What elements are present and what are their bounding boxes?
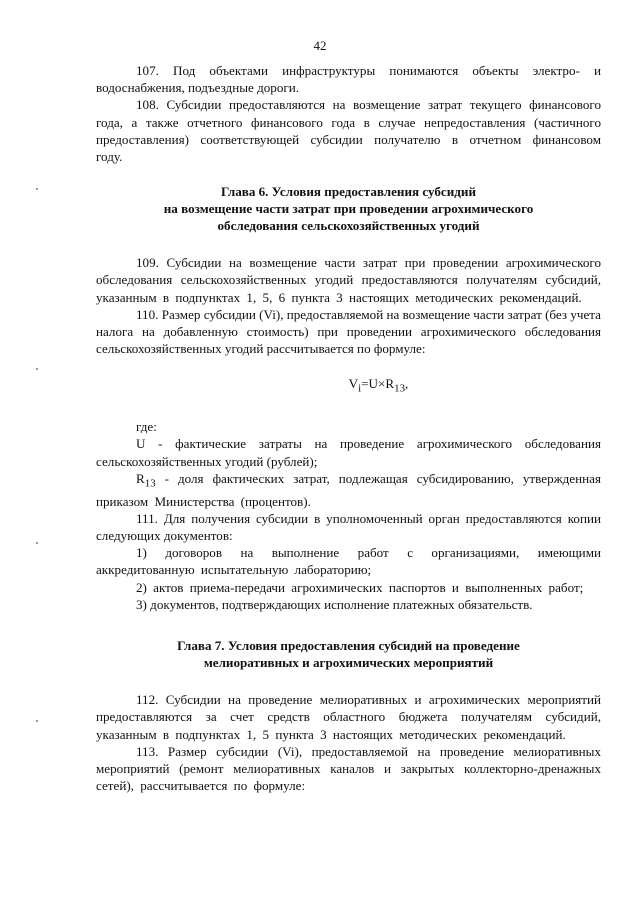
paragraph-112: 112. Субсидии на проведение мелиоративных и агрохимических мероприятий предоставляются за счет средств областного бюджета получателям субсидий, указанным в подпунктах 1, 5 пункта 3 настоящих методических рекомендаций. (96, 692, 601, 742)
chapter-7-title-line: мелиоративных и агрохимических мероприятий (203, 655, 494, 671)
margin-mark (36, 368, 38, 370)
formula-symbol: V (348, 376, 359, 392)
document-body (96, 62, 601, 794)
formula-punctuation: , (405, 376, 409, 392)
definition-symbol: R (136, 470, 145, 486)
chapter-7-heading (96, 637, 601, 671)
list-item: 3) документов, подтверждающих исполнение платежных обязательств. (136, 596, 533, 612)
definition-u: U - фактические затраты на проведение агрохимического обследования сельскохозяйственных угодий (рублей); (96, 436, 601, 469)
chapter-6-title-line: Глава 6. Условия предоставления субсидий (221, 184, 476, 200)
margin-mark (36, 720, 38, 722)
chapter-6-title-line: обследования сельскохозяйственных угодий (217, 218, 480, 234)
paragraph-111: 111. Для получения субсидии в уполномоченный орган предоставляются копии следующих документов: (96, 510, 601, 544)
definition-subscript: 13 (144, 477, 156, 490)
paragraph-113: 113. Размер субсидии (Vi), предоставляемой на проведение мелиоративных мероприятий (ремонт мелиоративных каналов и закрытых коллекторно-дренажных сетей), рассчитывается по формуле: (96, 743, 601, 794)
list-item: 2) актов приема-передачи агрохимических паспортов и выполненных работ; (136, 579, 584, 595)
margin-mark (36, 542, 38, 544)
margin-mark (36, 188, 38, 190)
page-number: 42 (313, 38, 327, 53)
where-label: где: (136, 419, 157, 435)
chapter-6-heading (96, 183, 601, 234)
definition-text: - доля фактических затрат, подлежащая субсидированию, утвержденная приказом Министерства (процентов). (96, 470, 601, 509)
chapter-7-title-line: Глава 7. Условия предоставления субсидий на проведение (177, 638, 520, 654)
formula-subscript: i (358, 383, 362, 396)
paragraph-109: 109. Субсидии на возмещение части затрат при проведении агрохимического обследования сельскохозяйственных угодий предоставляются получателям субсидий, указанным в подпунктах 1, 5, 6 пункта 3 настоящих методических рекомендаций. (96, 255, 601, 305)
chapter-6-title-line: на возмещение части затрат при проведении агрохимического (163, 201, 534, 217)
formula-vi (96, 375, 601, 398)
paragraph-110: 110. Размер субсидии (Vi), предоставляемой на возмещение части затрат (без учета налога на добавленную стоимость) при проведении агрохимического обследования сельскохозяйственных угодий рассчитывается по формуле: (96, 306, 601, 357)
paragraph-108: 108. Субсидии предоставляются на возмещение затрат текущего финансового года, а также отчетного финансового года в случае непредоставления (частичного предоставления) соответствующей субсидии получателю в отчетном финансовом году. (96, 97, 601, 165)
list-item: 1) договоров на выполнение работ с организациями, имеющими аккредитованную испытательную лабораторию; (96, 545, 601, 578)
formula-subscript: 13 (394, 383, 406, 396)
paragraph-107: 107. Под объектами инфраструктуры понимаются объекты электро- и водоснабжения, подъездные дороги. (96, 63, 601, 96)
formula-expression: =U×R (361, 376, 395, 392)
definition-r13 (96, 470, 601, 510)
